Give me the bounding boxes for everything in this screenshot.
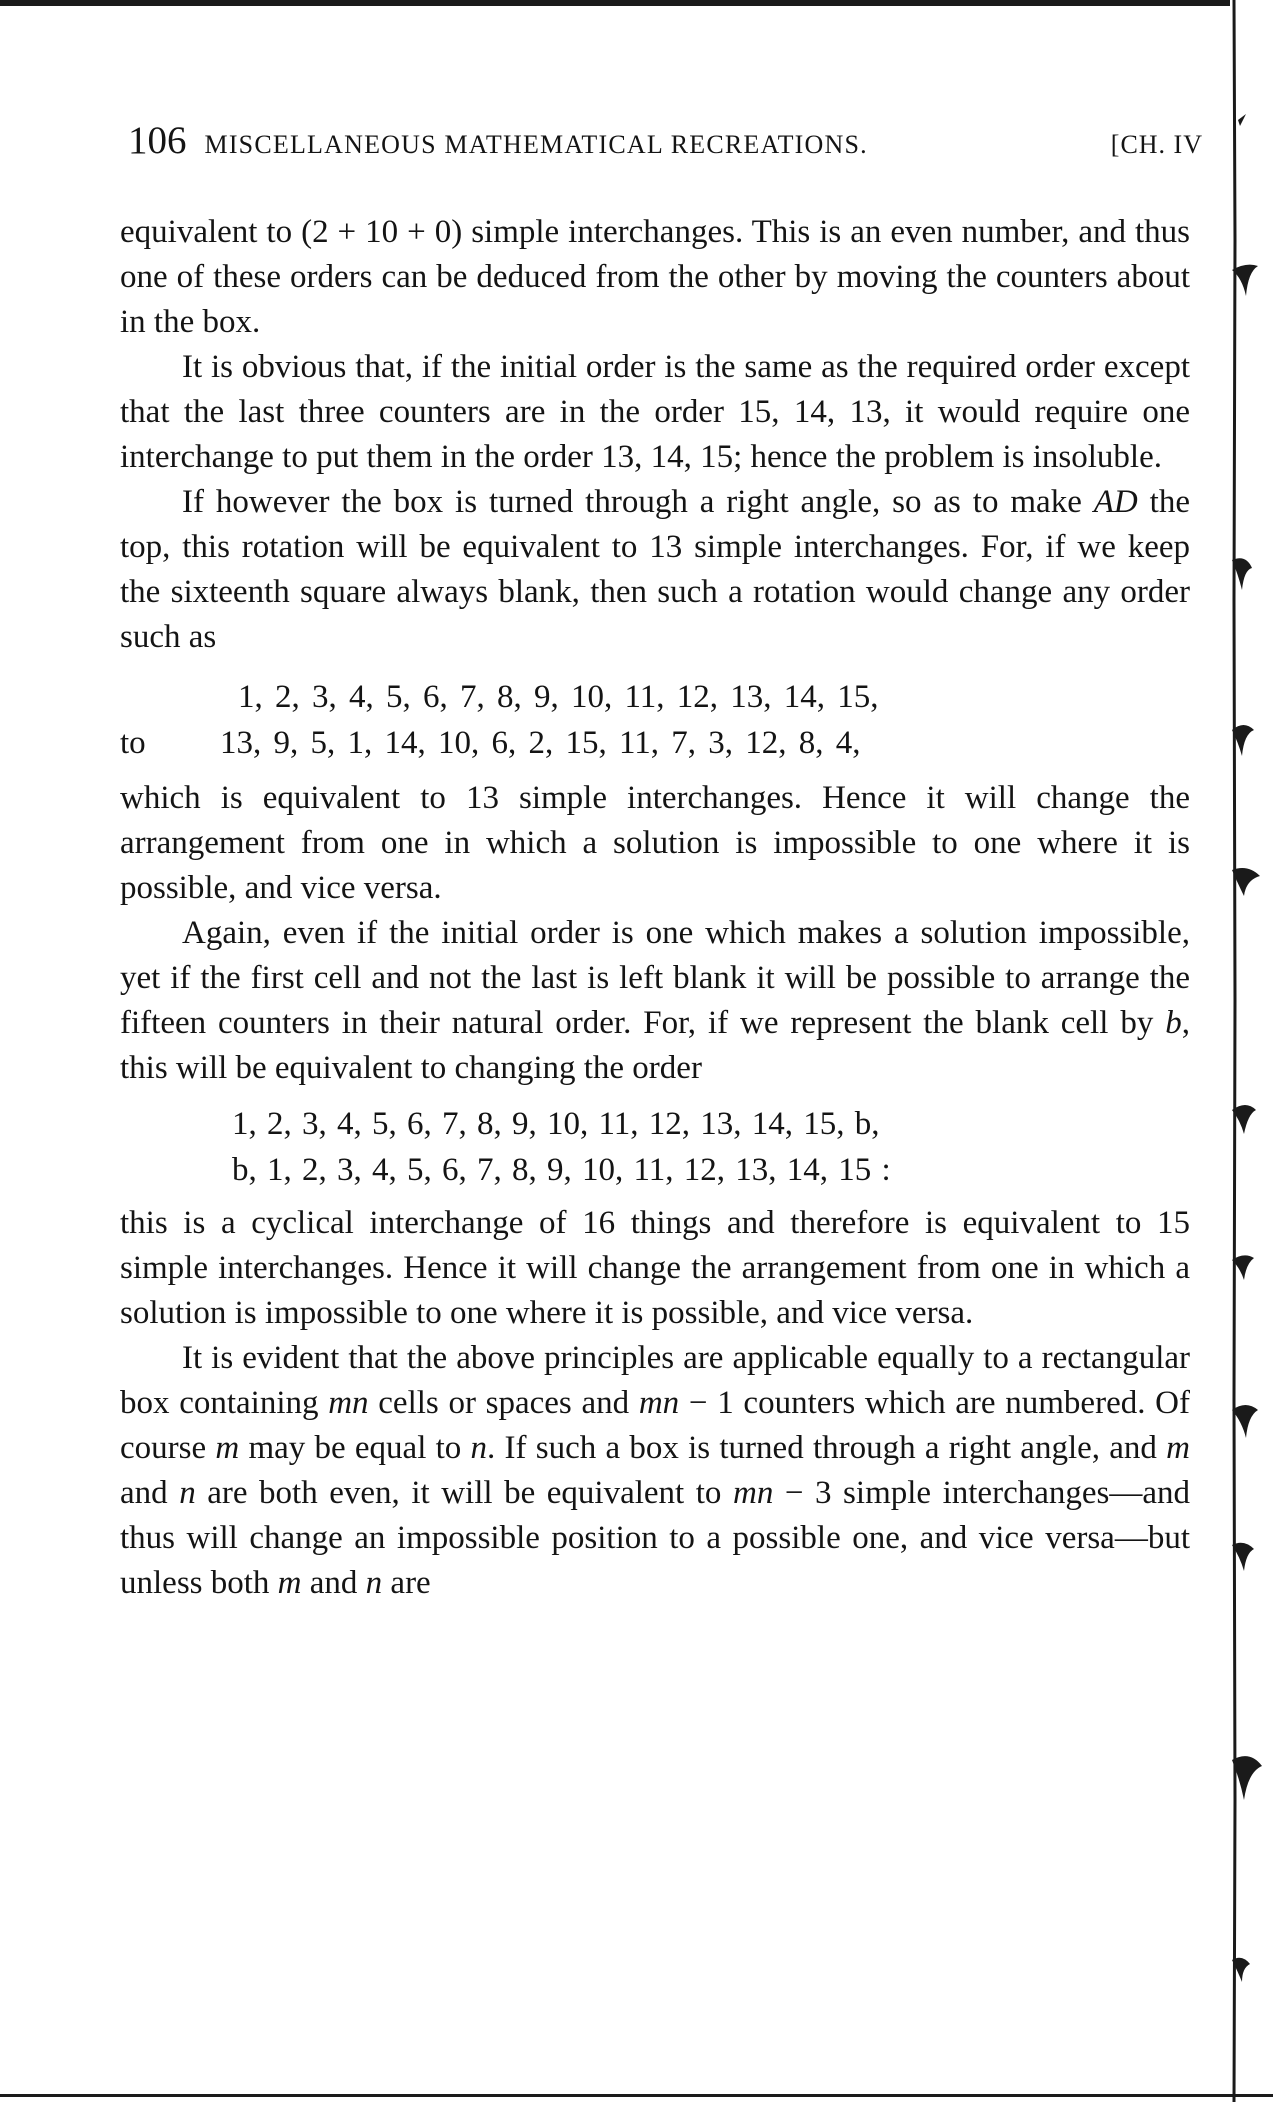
paragraph-7-text-d: may be equal to bbox=[239, 1430, 471, 1466]
top-rule bbox=[0, 0, 1230, 6]
variable-mn-1: mn bbox=[328, 1385, 369, 1421]
bottom-rule bbox=[0, 2094, 1273, 2097]
paragraph-7-text-h: − 3 simple interchanges—and thus will change an impossible position to a possible one, and vice versa—but unless both bbox=[120, 1475, 1190, 1601]
variable-ad: AD bbox=[1093, 484, 1138, 520]
running-title: MISCELLANEOUS MATHEMATICAL RECREATIONS. bbox=[204, 130, 868, 159]
variable-mn-2: mn bbox=[638, 1385, 680, 1421]
binding-edge bbox=[1232, 0, 1273, 2102]
paragraph-6: this is a cyclical interchange of 16 things and therefore is equivalent to 15 simple interchanges. Hence it will change the arrangement from one in which a solution is impossible to one where it is possible, and vice versa. bbox=[120, 1205, 1190, 1331]
rotation-sequence bbox=[120, 674, 1190, 766]
paragraph-5-text-c: , this will be equivalent to changing the order bbox=[120, 1005, 1190, 1086]
variable-m-3: m bbox=[277, 1565, 302, 1601]
paragraph-1: equivalent to (2 + 10 + 0) simple interchanges. This is an even number, and thus one of these orders can be deduced from the other by moving the counters about in the box. bbox=[120, 214, 1190, 340]
rotation-sequence-row-2 bbox=[120, 720, 1190, 766]
variable-mn-3: mn bbox=[732, 1475, 774, 1511]
paragraph-7-text-a: It is evident that the above principles are applicable equally to a rectangular box containing bbox=[120, 1340, 1190, 1421]
paragraph-7-text-e: . If such a box is turned through a right angle, and bbox=[487, 1430, 1167, 1466]
cyclic-sequence-row-1: 1, 2, 3, 4, 5, 6, 7, 8, 9, 10, 11, 12, 13, 14, 15, b, bbox=[232, 1106, 880, 1142]
page-number: 106 bbox=[128, 119, 187, 162]
paragraph-3-text-b: the top, this rotation will be equivalent to 13 simple interchanges. For, if we keep the sixteenth square always blank, then such a rotation would change any order such as bbox=[120, 484, 1190, 655]
paragraph-3 bbox=[120, 480, 1190, 660]
rotation-sequence-row-2-label: to bbox=[120, 725, 146, 761]
paragraph-7-text-j: are bbox=[382, 1565, 431, 1601]
paragraph-7-text-i: and bbox=[301, 1565, 366, 1601]
cyclic-sequence-row-2: b, 1, 2, 3, 4, 5, 6, 7, 8, 9, 10, 11, 12, 13, 14, 15 : bbox=[232, 1152, 891, 1188]
variable-n-3: n bbox=[365, 1565, 383, 1601]
variable-n-2: n bbox=[179, 1475, 196, 1511]
paragraph-5-text-a: Again, even if the initial order is one which makes a solution impossible, yet if the first cell and not the last is left blank it will be possible to arrange the fifteen counters in their natural order. For, if we represent the blank cell by bbox=[120, 915, 1190, 1041]
rotation-sequence-row-2-values: 13, 9, 5, 1, 14, 10, 6, 2, 15, 11, 7, 3, 12, 8, 4, bbox=[220, 725, 861, 761]
rotation-sequence-row-1-values: 1, 2, 3, 4, 5, 6, 7, 8, 9, 10, 11, 12, 13, 14, 15, bbox=[238, 679, 879, 715]
paragraph-4: which is equivalent to 13 simple interchanges. Hence it will change the arrangement from one in which a solution is impossible to one where it is possible, and vice versa. bbox=[120, 780, 1190, 906]
paragraph-7-text-c: − 1 counters which are numbered. Of course bbox=[120, 1385, 1190, 1466]
paragraph-2: It is obvious that, if the initial order is the same as the required order except that the last three counters are in the order 15, 14, 13, it would require one interchange to put them in the order 13, 14, 15; hence the problem is insoluble. bbox=[120, 349, 1190, 475]
chapter-label: [CH. IV bbox=[1110, 130, 1203, 159]
variable-m-1: m bbox=[215, 1430, 240, 1466]
variable-b: b bbox=[1165, 1005, 1182, 1041]
variable-n-1: n bbox=[470, 1430, 488, 1466]
paragraph-5 bbox=[120, 911, 1190, 1091]
paragraph-7-text-f: and bbox=[120, 1475, 180, 1511]
cyclic-sequence bbox=[120, 1101, 1190, 1193]
paragraph-7 bbox=[120, 1336, 1190, 1606]
paragraph-7-text-b: cells or spaces and bbox=[368, 1385, 639, 1421]
body-text bbox=[120, 210, 1190, 1606]
rotation-sequence-row-1-label bbox=[120, 674, 220, 720]
variable-m-2: m bbox=[1166, 1430, 1190, 1466]
paragraph-7-text-g: are both even, it will be equivalent to bbox=[195, 1475, 733, 1511]
rotation-sequence-row-1 bbox=[120, 674, 1190, 720]
paragraph-3-text-a: If however the box is turned through a right angle, so as to make bbox=[182, 484, 1094, 520]
page-header bbox=[128, 118, 1203, 174]
